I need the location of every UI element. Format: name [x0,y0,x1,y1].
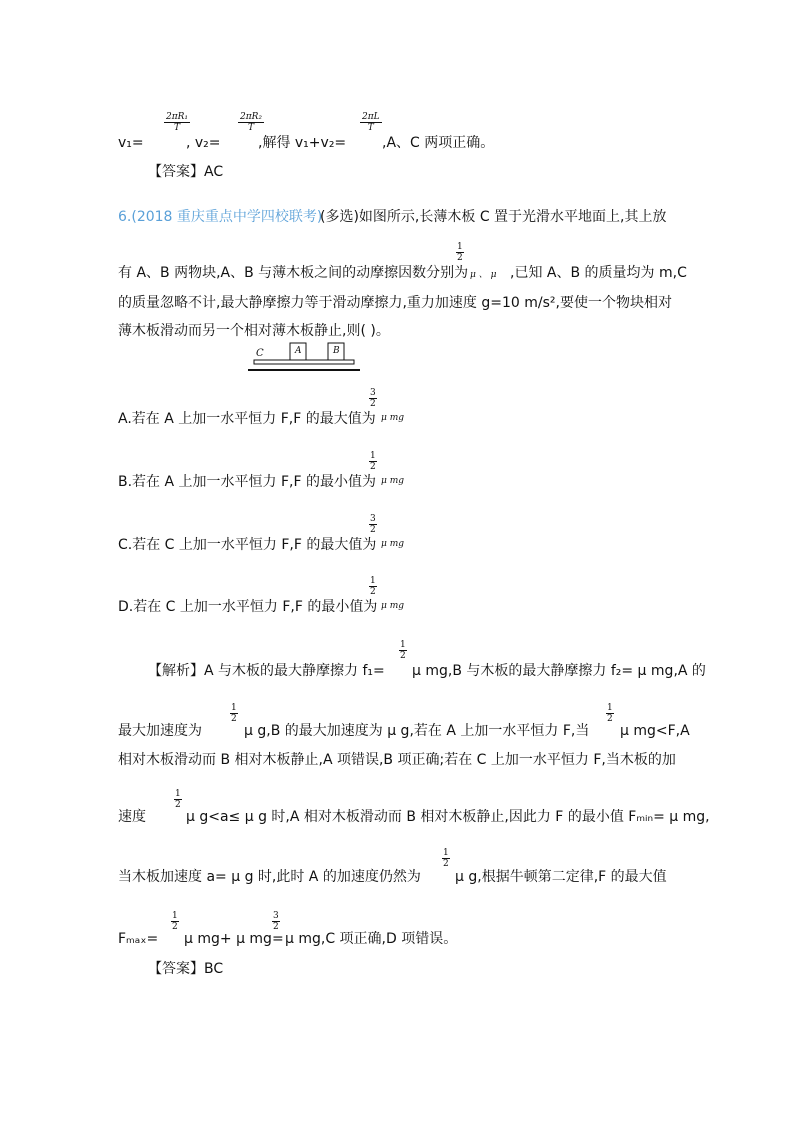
label-a: A [295,346,302,356]
analysis-line5a: 当木板加速度 a= μ g 时,此时 A 的加速度仍然为 [118,869,421,885]
solve-text: ,解得 v₁+v₂= [258,135,347,151]
fraction-three-halves: 3 2 [370,388,376,409]
fraction-one-half: 1 2 [175,789,181,810]
fraction-one-half: 1 2 [443,848,449,869]
analysis-line5b: μ g,根据牛顿第二定律,F 的最大值 [455,869,667,885]
p5-conclusion: ,A、C 两项正确。 [382,135,495,151]
p5-answer: 【答案】AC [148,164,224,180]
analysis-line2c: μ mg<F,A [620,723,690,739]
option-b: B.若在 A 上加一水平恒力 F,F 的最小值为 [118,474,376,490]
analysis-line3: 相对木板滑动而 B 相对木板静止,A 项错误,B 项正确;若在 C 上加一水平恒力 F,当木板的加 [118,752,676,768]
option-d: D.若在 C 上加一水平恒力 F,F 的最小值为 [118,599,378,615]
fraction-one-half: 1 2 [400,640,406,661]
mu-values: μ 、 μ [470,270,497,280]
fraction-one-half: 1 2 [370,576,376,597]
analysis-line4b: μ g<a≤ μ g 时,A 相对木板滑动而 B 相对木板静止,因此力 F 的最小值 Fₘᵢₙ= μ mg, [186,809,710,825]
analysis-line2a: 最大加速度为 [118,723,202,739]
fraction-2piL-T: $\frac{2\pi L}{T}$ [362,112,380,133]
option-c-value: μ mg [381,539,405,549]
v1-label: v₁= [118,135,144,151]
fraction-one-half: 1 2 [172,911,178,932]
option-a: A.若在 A 上加一水平恒力 F,F 的最大值为 [118,411,376,427]
option-a-value: μ mg [381,413,405,423]
option-c: C.若在 C 上加一水平恒力 F,F 的最大值为 [118,537,377,553]
q6-line3: 的质量忽略不计,最大静摩擦力等于滑动摩擦力,重力加速度 g=10 m/s²,要使一个物块相对 [118,295,672,311]
q6-line1: (多选)如图所示,长薄木板 C 置于光滑水平地面上,其上放 [320,209,667,225]
label-c: C [256,348,264,359]
v2-label: , v₂= [186,135,221,151]
board-c [254,360,354,364]
q6-line2a: 有 A、B 两物块,A、B 与薄木板之间的动摩擦因数分别为 [118,265,469,281]
analysis-line1a: 【解析】A 与木板的最大静摩擦力 f₁= [148,663,385,679]
fraction-one-half: 1 2 [231,703,237,724]
option-d-value: μ mg [381,601,405,611]
q6-line2b: ,已知 A、B 的质量均为 m,C [510,265,687,281]
analysis-line4a: 速度 [118,809,146,825]
analysis-line2b: μ g,B 的最大加速度为 μ g,若在 A 上加一水平恒力 F,当 [244,723,590,739]
fraction-2piR1-T: $\frac{\text{2πR₁}}{T}$ [166,112,189,133]
q6-answer: 【答案】BC [148,961,224,977]
fraction-three-halves: 3 2 [370,514,376,535]
q6-line4: 薄木板滑动而另一个相对薄木板静止,则( )。 [118,323,390,339]
analysis-line6b: μ mg+ μ mg= [184,931,284,947]
fraction-three-halves: 3 2 [273,911,279,932]
analysis-line6a: Fₘₐₓ= [118,931,159,947]
fraction-one-half: 1 2 [607,703,613,724]
fraction-2piR2-T: $\frac{\text{2πR₂}}{T}$ [240,112,263,133]
q6-source: 6.(2018 重庆重点中学四校联考) [118,209,323,225]
analysis-line1b: μ mg,B 与木板的最大静摩擦力 f₂= μ mg,A 的 [412,663,706,679]
fraction-one-half: 1 2 [457,242,463,263]
fraction-one-half: 1 2 [370,451,376,472]
option-b-value: μ mg [381,476,405,486]
analysis-line6c: μ mg,C 项正确,D 项错误。 [285,931,458,947]
label-b: B [333,346,340,356]
